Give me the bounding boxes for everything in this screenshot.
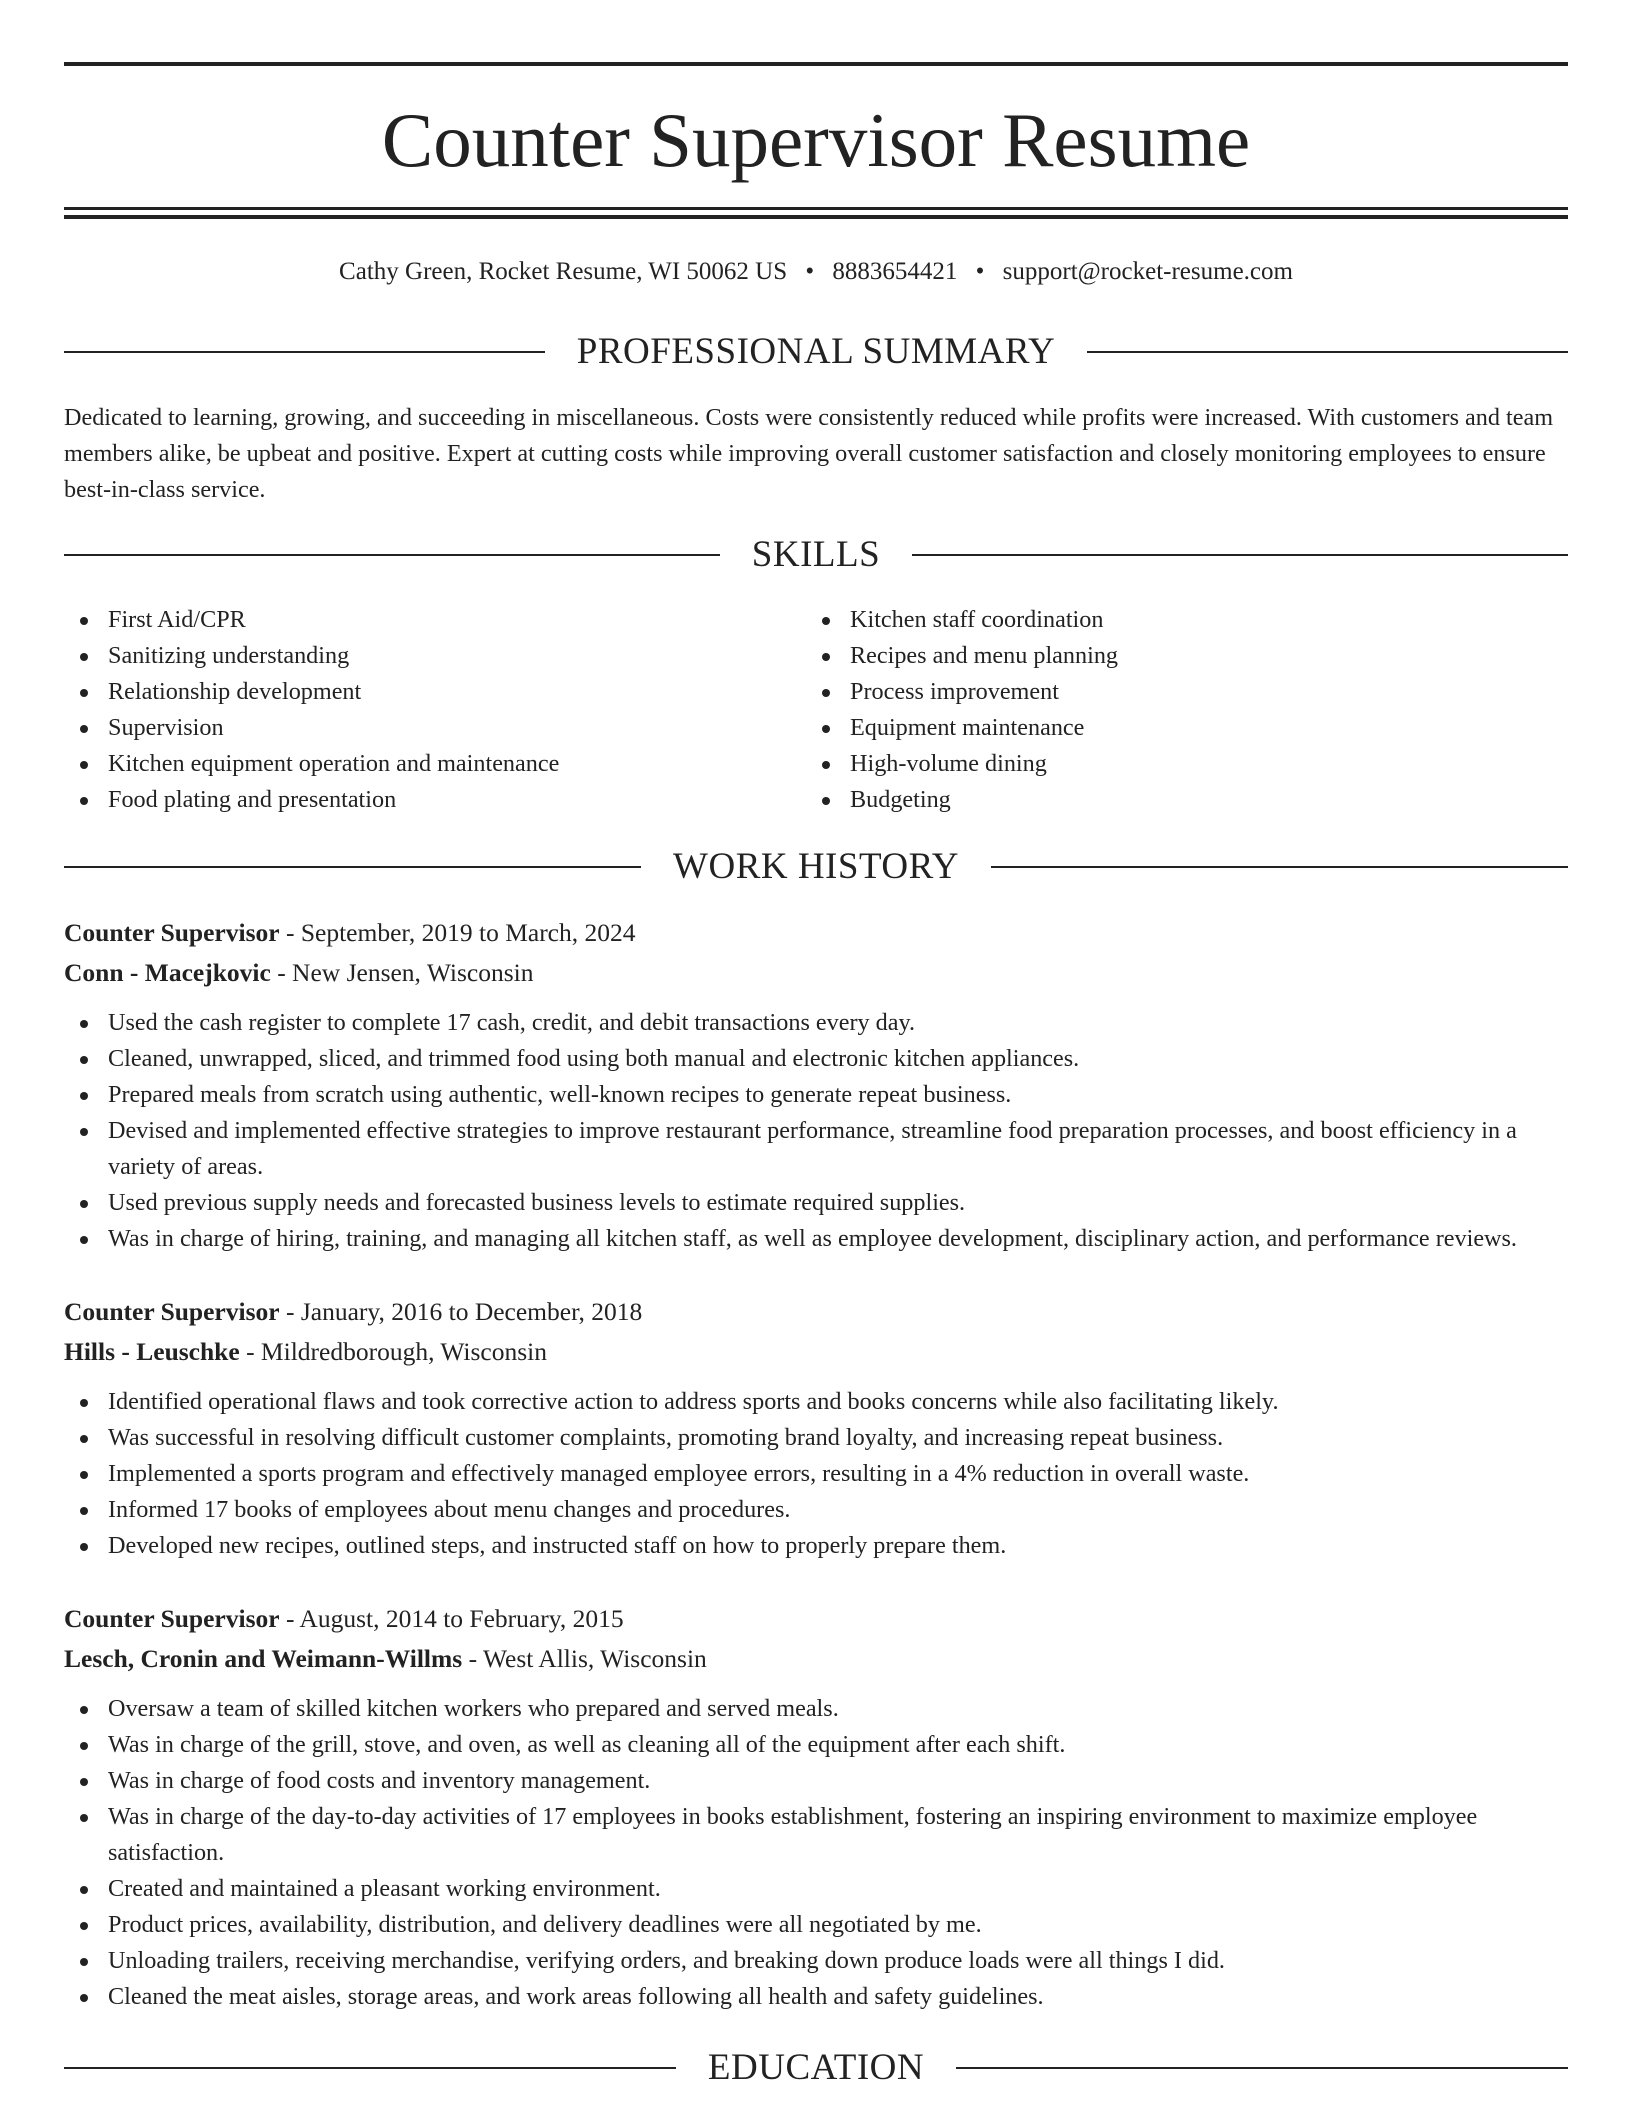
job-bullet: Product prices, availability, distribution, and delivery deadlines were all negotiated by me.	[64, 1907, 1568, 1943]
job-bullet: Developed new recipes, outlined steps, and instructed staff on how to properly prepare them.	[64, 1528, 1568, 1564]
heading-text: EDUCATION	[707, 2047, 925, 2088]
skill-item: Kitchen staff coordination	[806, 602, 1506, 638]
bullet-separator: •	[975, 258, 985, 285]
skill-item: Relationship development	[64, 674, 764, 710]
skill-item: Supervision	[64, 710, 764, 746]
heading-text: PROFESSIONAL SUMMARY	[576, 331, 1056, 372]
job-company: Lesch, Cronin and Weimann-Willms	[64, 1644, 463, 1673]
section-heading-work-history	[64, 845, 1568, 889]
job-bullet: Cleaned the meat aisles, storage areas, and work areas following all health and safety guidelines.	[64, 1979, 1568, 2015]
job-bullets	[64, 1384, 1568, 1564]
job-bullets	[64, 1691, 1568, 2015]
skill-item: Sanitizing understanding	[64, 638, 764, 674]
bullet-separator: •	[805, 258, 815, 285]
skill-item: High-volume dining	[806, 746, 1506, 782]
job-bullet: Was in charge of hiring, training, and managing all kitchen staff, as well as employee development, disciplinary action, and performance reviews.	[64, 1221, 1568, 1257]
heading-rule	[912, 554, 1568, 556]
job-bullet: Was in charge of the grill, stove, and oven, as well as cleaning all of the equipment after each shift.	[64, 1727, 1568, 1763]
job-location: - West Allis, Wisconsin	[462, 1644, 707, 1673]
job-bullet: Devised and implemented effective strategies to improve restaurant performance, streamline food preparation processes, and boost efficiency in a variety of areas.	[64, 1113, 1568, 1185]
heading-rule	[64, 866, 641, 868]
job-dates: - August, 2014 to February, 2015	[279, 1604, 624, 1633]
job-bullet: Informed 17 books of employees about menu changes and procedures.	[64, 1492, 1568, 1528]
job-title: Counter Supervisor	[64, 918, 280, 947]
skills-list-right	[806, 602, 1506, 818]
contact-line	[8, 254, 1624, 290]
top-rule	[64, 62, 1568, 66]
job-bullet: Was in charge of food costs and inventory management.	[64, 1763, 1568, 1799]
section-heading-skills	[64, 533, 1568, 577]
contact-phone: 8883654421	[832, 258, 958, 285]
heading-rule	[64, 554, 720, 556]
job-bullet: Implemented a sports program and effectively managed employee errors, resulting in a 4% reduction in overall waste.	[64, 1456, 1568, 1492]
skill-item: Budgeting	[806, 782, 1506, 818]
skill-item: Recipes and menu planning	[806, 638, 1506, 674]
job-entry	[64, 1292, 1568, 1564]
job-entry	[64, 913, 1568, 1257]
job-title: Counter Supervisor	[64, 1297, 280, 1326]
job-location: - Mildredborough, Wisconsin	[239, 1337, 547, 1366]
skill-item: Equipment maintenance	[806, 710, 1506, 746]
job-dates: - September, 2019 to March, 2024	[279, 918, 636, 947]
job-bullet: Created and maintained a pleasant working environment.	[64, 1871, 1568, 1907]
job-title: Counter Supervisor	[64, 1604, 280, 1633]
skill-item: Process improvement	[806, 674, 1506, 710]
contact-email: support@rocket-resume.com	[1002, 258, 1293, 285]
job-bullet: Prepared meals from scratch using authentic, well-known recipes to generate repeat business.	[64, 1077, 1568, 1113]
skills-list-left	[64, 602, 764, 818]
heading-rule	[991, 866, 1568, 868]
heading-rule	[1087, 351, 1568, 353]
job-company: Hills - Leuschke	[64, 1337, 240, 1366]
title-rule-thin	[64, 207, 1568, 210]
job-entry	[64, 1599, 1568, 2015]
heading-rule	[64, 2067, 676, 2069]
heading-rule	[956, 2067, 1568, 2069]
job-bullet: Used previous supply needs and forecasted business levels to estimate required supplies.	[64, 1185, 1568, 1221]
job-bullet: Oversaw a team of skilled kitchen workers who prepared and served meals.	[64, 1691, 1568, 1727]
page-title: Counter Supervisor Resume	[381, 97, 1251, 183]
heading-rule	[64, 351, 545, 353]
section-heading-education	[64, 2046, 1568, 2090]
job-bullet: Unloading trailers, receiving merchandise, verifying orders, and breaking down produce loads were all things I did.	[64, 1943, 1568, 1979]
job-bullet: Was in charge of the day-to-day activities of 17 employees in books establishment, fostering an inspiring environment to maximize employee satisfaction.	[64, 1799, 1568, 1871]
job-dates: - January, 2016 to December, 2018	[279, 1297, 643, 1326]
summary-text: Dedicated to learning, growing, and succeeding in miscellaneous. Costs were consistently reduced while profits were increased. With customers and team members alike, be upbeat and positive. Expert at cutting costs while improving overall customer satisfaction and closely monitoring employees to ensure best-in-class service.	[64, 404, 1554, 503]
job-company: Conn - Macejkovic	[64, 958, 271, 987]
job-bullet: Cleaned, unwrapped, sliced, and trimmed food using both manual and electronic kitchen appliances.	[64, 1041, 1568, 1077]
job-bullets	[64, 1005, 1568, 1257]
skill-item: First Aid/CPR	[64, 602, 764, 638]
section-heading-summary	[64, 330, 1568, 374]
heading-text: SKILLS	[751, 534, 881, 575]
job-bullet: Identified operational flaws and took corrective action to address sports and books concerns while also facilitating likely.	[64, 1384, 1568, 1420]
job-bullet: Used the cash register to complete 17 cash, credit, and debit transactions every day.	[64, 1005, 1568, 1041]
job-bullet: Was successful in resolving difficult customer complaints, promoting brand loyalty, and increasing repeat business.	[64, 1420, 1568, 1456]
title-rule-thick	[64, 215, 1568, 219]
heading-text: WORK HISTORY	[673, 846, 959, 887]
job-location: - New Jensen, Wisconsin	[270, 958, 534, 987]
skill-item: Kitchen equipment operation and maintenance	[64, 746, 764, 782]
contact-address: Cathy Green, Rocket Resume, WI 50062 US	[339, 258, 788, 285]
skill-item: Food plating and presentation	[64, 782, 764, 818]
